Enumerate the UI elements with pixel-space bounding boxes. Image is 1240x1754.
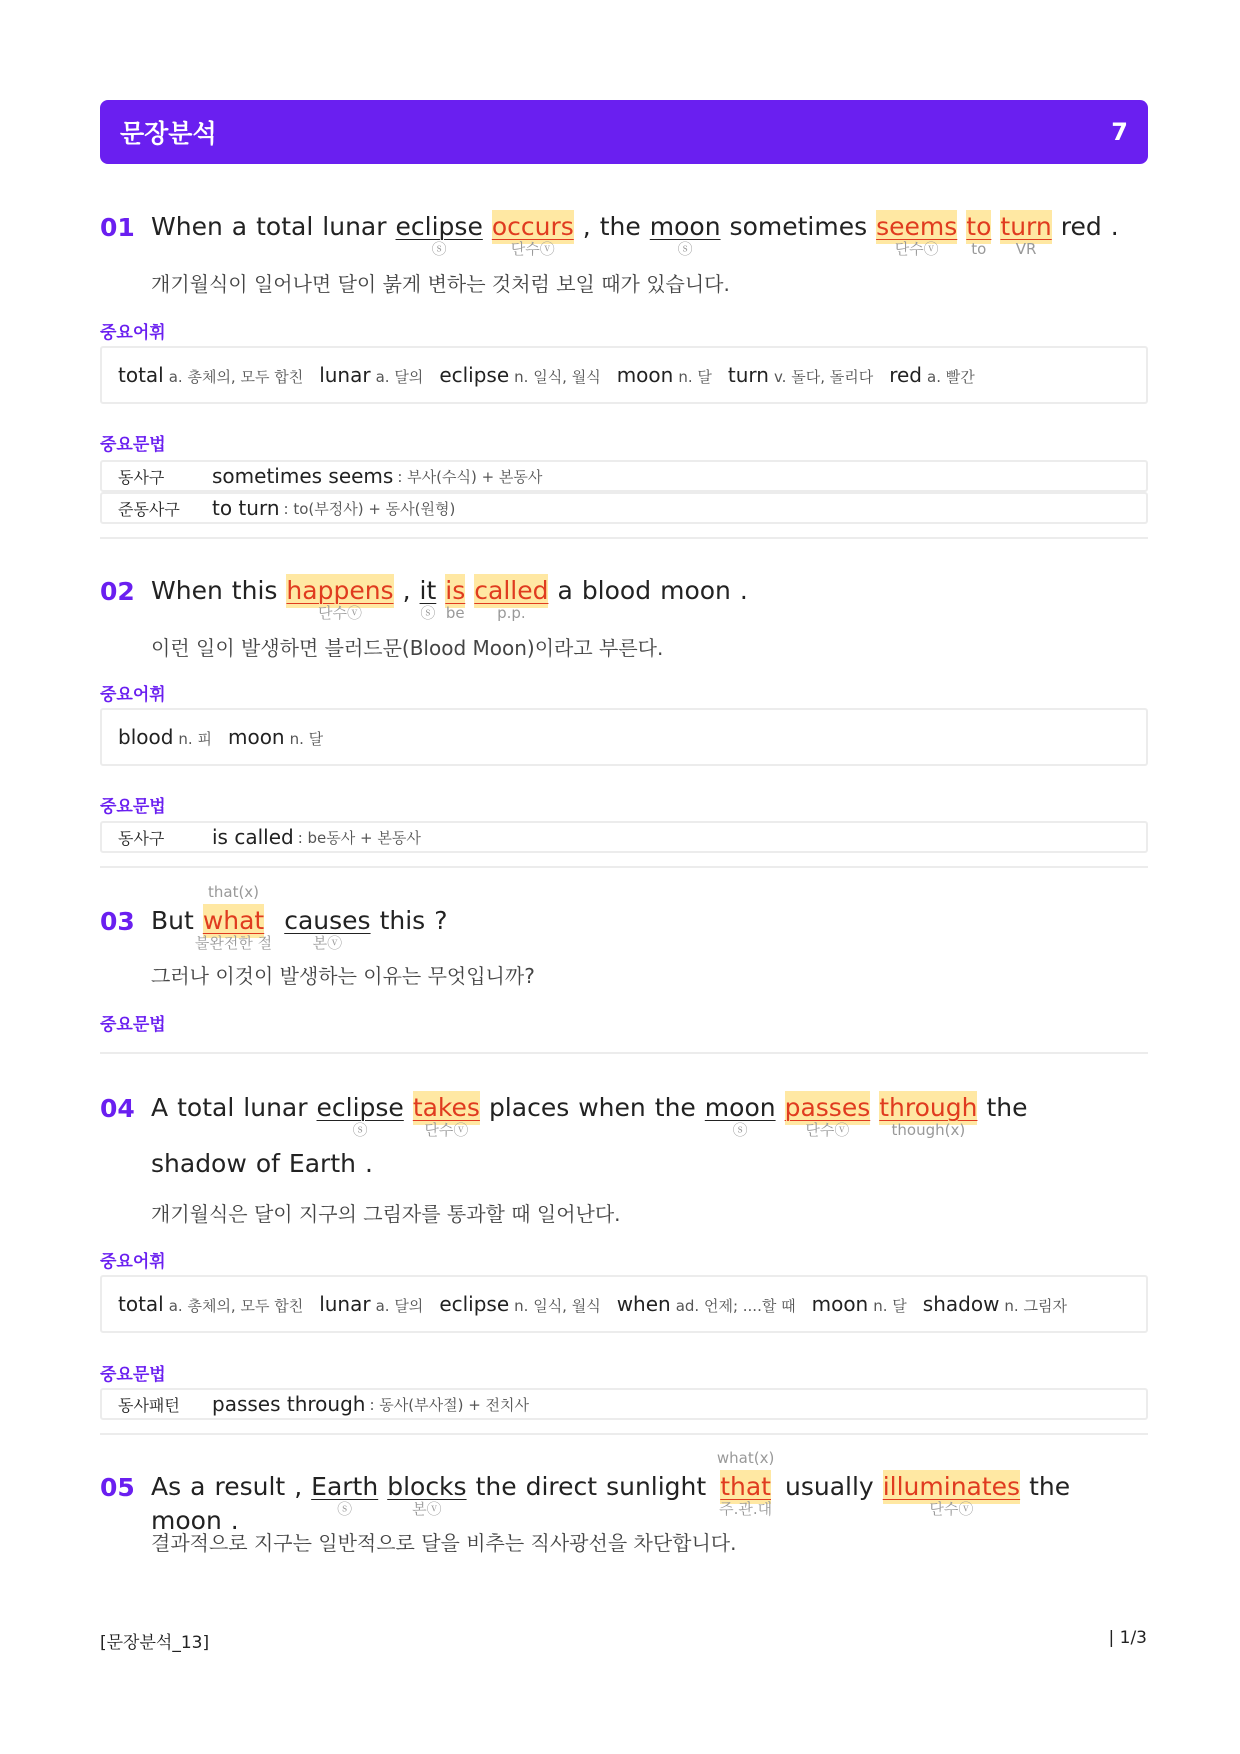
word-subject: moon ⓢ xyxy=(704,1093,776,1139)
word: the xyxy=(1029,1472,1071,1501)
word-subject: eclipse ⓢ xyxy=(395,212,483,258)
word-verb-highlight: seems 단수ⓥ xyxy=(876,212,958,258)
word-top-annotation: what(x) xyxy=(716,1449,775,1467)
vocab-item: shadow n. 그림자 xyxy=(922,1292,1067,1316)
word: sometimes xyxy=(729,212,868,241)
divider xyxy=(100,1052,1148,1054)
vocab-box xyxy=(100,708,1148,766)
word-annotation: 단수ⓥ xyxy=(424,1121,469,1139)
word-annotation: ⓢ xyxy=(337,1500,353,1518)
word-relative-highlight: what(x) that 주.관.대 xyxy=(716,1449,775,1518)
sentence-04 xyxy=(100,1091,1131,1181)
word-preposition-highlight: through though(x) xyxy=(879,1093,978,1139)
word: direct xyxy=(525,1472,598,1501)
word: this xyxy=(231,576,278,605)
sentence-translation: 결과적으로 지구는 일반적으로 달을 비추는 직사광선을 차단합니다. xyxy=(151,1531,737,1555)
sentence-translation: 이런 일이 발생하면 블러드문(Blood Moon)이라고 부른다. xyxy=(151,636,664,660)
word-subject: it ⓢ xyxy=(419,576,437,622)
grammar-expression: passes through xyxy=(212,1392,366,1416)
word-annotation: 본ⓥ xyxy=(412,1500,442,1518)
vocab-item: blood n. 피 xyxy=(118,725,212,749)
divider xyxy=(100,537,1148,539)
word: . xyxy=(1110,212,1119,241)
word: But xyxy=(151,906,194,935)
vocab-item: eclipse n. 일식, 월식 xyxy=(439,1292,601,1316)
word-subject: eclipse ⓢ xyxy=(316,1093,404,1139)
word: lunar xyxy=(243,1093,308,1122)
sentence-number: 05 xyxy=(100,1473,135,1502)
vocab-item: lunar a. 달의 xyxy=(319,363,424,387)
word: . xyxy=(364,1149,373,1178)
word: , xyxy=(402,576,411,605)
vocab-label: 중요어휘 xyxy=(100,685,166,705)
section-title: 문장분석 xyxy=(120,119,217,148)
word-annotation: to xyxy=(971,240,987,258)
footer-doc-id: [문장분석_13] xyxy=(100,1633,210,1653)
word-verb: causes 본ⓥ xyxy=(284,906,371,952)
word: A xyxy=(151,1093,169,1122)
word: . xyxy=(230,1506,239,1535)
vocab-item: eclipse n. 일식, 월식 xyxy=(439,363,601,387)
word: total xyxy=(177,1093,235,1122)
grammar-label: 중요문법 xyxy=(100,435,166,455)
page-section-number: 7 xyxy=(1111,118,1128,146)
sentence-number: 03 xyxy=(100,907,135,936)
word-to-highlight: to to xyxy=(966,212,992,258)
word: the xyxy=(986,1093,1028,1122)
word: moon xyxy=(660,576,731,605)
word: the xyxy=(654,1093,696,1122)
grammar-row xyxy=(100,1388,1148,1420)
word: As xyxy=(151,1472,182,1501)
sentence-translation: 개기월식은 달이 지구의 그림자를 통과할 때 일어난다. xyxy=(151,1202,621,1226)
grammar-row xyxy=(100,492,1148,524)
grammar-description: : to(부정사) + 동사(원형) xyxy=(283,499,456,518)
word-top-annotation: that(x) xyxy=(207,883,260,901)
word-verb-highlight: illuminates 단수ⓥ xyxy=(882,1472,1021,1518)
sentence-02 xyxy=(100,574,1131,622)
word-verb-highlight: is be xyxy=(445,576,466,622)
word: the xyxy=(599,212,641,241)
grammar-row xyxy=(100,821,1148,853)
vocab-item: turn v. 돌다, 돌리다 xyxy=(727,363,874,387)
word: a xyxy=(190,1472,206,1501)
word: When xyxy=(151,576,223,605)
sentence-text xyxy=(151,883,1131,952)
grammar-label: 중요문법 xyxy=(100,1015,166,1035)
word-annotation: ⓢ xyxy=(431,240,447,258)
grammar-key: 준동사구 xyxy=(118,499,180,519)
grammar-label: 중요문법 xyxy=(100,1365,166,1385)
word-verb-highlight: called p.p. xyxy=(474,576,549,622)
section-header xyxy=(100,100,1148,164)
word-annotation: 단수ⓥ xyxy=(318,604,362,622)
vocab-item: moon n. 달 xyxy=(811,1292,907,1316)
word: blood xyxy=(581,576,652,605)
word-annotation: 불완전한 절 xyxy=(194,934,273,952)
word-subject: moon ⓢ xyxy=(649,212,721,258)
divider xyxy=(100,866,1148,868)
sentence-text xyxy=(151,210,1131,258)
sentence-translation: 그러나 이것이 발생하는 이유는 무엇입니까? xyxy=(151,964,535,988)
word-annotation: 단수ⓥ xyxy=(805,1121,850,1139)
word: of xyxy=(255,1149,280,1178)
sentence-translation: 개기월식이 일어나면 달이 붉게 변하는 것처럼 보일 때가 있습니다. xyxy=(151,272,730,296)
grammar-key: 동사패턴 xyxy=(118,1395,180,1415)
word: this xyxy=(379,906,426,935)
word-annotation: 단수ⓥ xyxy=(510,240,555,258)
word: , xyxy=(582,212,591,241)
word-annotation: 단수ⓥ xyxy=(929,1500,974,1518)
word: when xyxy=(578,1093,646,1122)
word-verb-highlight: takes 단수ⓥ xyxy=(412,1093,480,1139)
vocab-item: red a. 빨간 xyxy=(889,363,975,387)
sentence-number: 04 xyxy=(100,1094,135,1123)
word: total xyxy=(256,212,314,241)
sentence-number: 02 xyxy=(100,577,135,606)
vocab-item: total a. 총체의, 모두 합친 xyxy=(118,1292,304,1316)
word-annotation: ⓢ xyxy=(352,1121,368,1139)
word: places xyxy=(488,1093,570,1122)
grammar-expression: sometimes seems xyxy=(212,464,394,488)
word-verb-highlight: passes 단수ⓥ xyxy=(784,1093,871,1139)
footer-page-number: | 1/3 xyxy=(1108,1628,1147,1648)
sentence-text xyxy=(151,574,1131,622)
sentence-03 xyxy=(100,883,1131,952)
grammar-expression: is called xyxy=(212,825,294,849)
divider xyxy=(100,1433,1148,1435)
word-annotation: ⓢ xyxy=(420,604,436,622)
vocab-item: moon n. 달 xyxy=(616,363,712,387)
word: shadow xyxy=(151,1149,247,1178)
sentence-number: 01 xyxy=(100,213,135,242)
word-annotation: p.p. xyxy=(497,604,526,622)
sentence-text xyxy=(151,1091,1131,1181)
word-relative-highlight: that(x) what 불완전한 절 xyxy=(194,883,273,952)
vocab-label: 중요어휘 xyxy=(100,1252,166,1272)
word-annotation: though(x) xyxy=(891,1121,966,1139)
word-annotation: ⓢ xyxy=(732,1121,748,1139)
grammar-key: 동사구 xyxy=(118,467,165,487)
word: a xyxy=(231,212,248,241)
word: usually xyxy=(784,1472,874,1501)
word-annotation: VR xyxy=(1015,240,1037,258)
grammar-description: : be동사 + 본동사 xyxy=(297,828,421,847)
word: . xyxy=(739,576,748,605)
word: the xyxy=(475,1472,517,1501)
word: result xyxy=(214,1472,286,1501)
word-verb-highlight: turn VR xyxy=(1000,212,1052,258)
word-annotation: 주.관.대 xyxy=(719,1500,773,1518)
vocab-box xyxy=(100,346,1148,404)
vocab-label: 중요어휘 xyxy=(100,323,166,343)
word: sunlight xyxy=(606,1472,707,1501)
grammar-key: 동사구 xyxy=(118,828,165,848)
word-verb-highlight: happens 단수ⓥ xyxy=(286,576,394,622)
word-annotation: be xyxy=(445,604,465,622)
word-verb-highlight: occurs 단수ⓥ xyxy=(491,212,574,258)
grammar-row xyxy=(100,460,1148,492)
word-subject: Earth ⓢ xyxy=(311,1472,379,1518)
grammar-description: : 동사(부사절) + 전치사 xyxy=(369,1395,530,1414)
vocab-item: moon n. 달 xyxy=(227,725,324,749)
vocab-item: when ad. 언제; ....할 때 xyxy=(616,1292,796,1316)
word: a xyxy=(557,576,573,605)
word: moon xyxy=(151,1506,222,1535)
word: , xyxy=(294,1472,303,1501)
vocab-box xyxy=(100,1275,1148,1333)
word-verb: blocks 본ⓥ xyxy=(387,1472,467,1518)
grammar-label: 중요문법 xyxy=(100,797,166,817)
word-annotation: 단수ⓥ xyxy=(894,240,939,258)
word: ? xyxy=(434,906,448,935)
word: When xyxy=(151,212,223,241)
vocab-item: total a. 총체의, 모두 합친 xyxy=(118,363,304,387)
word-annotation: 본ⓥ xyxy=(312,934,343,952)
grammar-expression: to turn xyxy=(212,496,280,520)
vocab-item: lunar a. 달의 xyxy=(319,1292,424,1316)
grammar-description: : 부사(수식) + 본동사 xyxy=(397,467,543,486)
sentence-01 xyxy=(100,210,1131,258)
word: red xyxy=(1060,212,1102,241)
word: Earth xyxy=(288,1149,356,1178)
word: lunar xyxy=(322,212,387,241)
word-annotation: ⓢ xyxy=(677,240,693,258)
